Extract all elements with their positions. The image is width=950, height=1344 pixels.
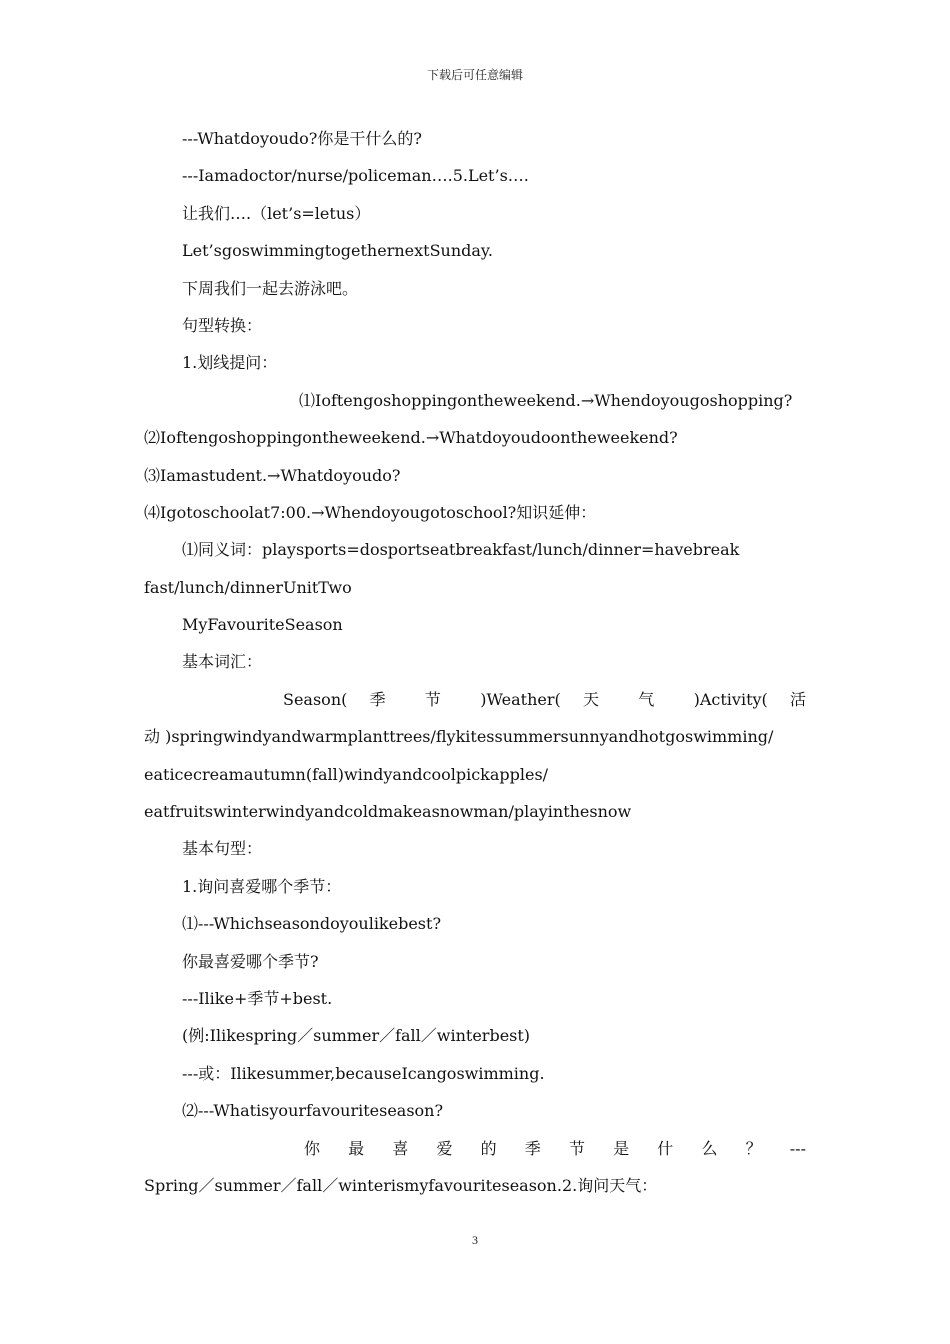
text-line: (例:Ilikespring／summer／fall／winterbest) bbox=[182, 1026, 531, 1046]
page-header: 下载后可任意编辑 bbox=[426, 68, 523, 82]
text-line: MyFavouriteSeason bbox=[182, 615, 343, 635]
text-line: 你 最 喜 爱 的 季 节 是 什 么 ？ --- bbox=[304, 1138, 806, 1158]
document-body bbox=[144, 120, 806, 1204]
text-line: 基本句型： bbox=[182, 839, 263, 859]
text-line: ⑴---Whichseasondoyoulikebest? bbox=[182, 914, 442, 934]
text-line: ---Whatdoyoudo?你是干什么的? bbox=[182, 129, 422, 148]
text-line: 1.询问喜爱哪个季节： bbox=[182, 876, 342, 896]
text-line: ⑴Ioftengoshoppingontheweekend.→Whendoyougoshopping? bbox=[299, 390, 793, 410]
text-line: 1.划线提问： bbox=[182, 353, 278, 373]
text-line: ⑵Ioftengoshoppingontheweekend.→Whatdoyoudoontheweekend? bbox=[144, 428, 678, 448]
text-line: Season( 季 节 )Weather( 天 气 )Activity( 活 bbox=[283, 689, 806, 709]
text-line: ---或：Ilikesummer,becauseIcangoswimming. bbox=[182, 1063, 545, 1083]
text-line: 下周我们一起去游泳吧。 bbox=[182, 278, 359, 298]
text-line: ⑵---Whatisyourfavouriteseason? bbox=[182, 1101, 444, 1121]
text-line: 动 )springwindyandwarmplanttrees/flykitessummersunnyandhotgoswimming/ bbox=[144, 727, 774, 747]
text-line: 基本词汇： bbox=[182, 652, 263, 672]
text-line: ⑶Iamastudent.→Whatdoyoudo? bbox=[144, 465, 401, 485]
text-line: 句型转换： bbox=[182, 315, 263, 335]
text-line: Let’sgoswimmingtogethernextSunday. bbox=[182, 241, 493, 261]
text-line: ---Ilike+季节+best. bbox=[182, 988, 333, 1008]
text-line: 你最喜爱哪个季节? bbox=[182, 951, 319, 971]
text-line: Spring／summer／fall／winterismyfavouriteseason.2.询问天气： bbox=[144, 1175, 658, 1195]
text-line: fast/lunch/dinnerUnitTwo bbox=[144, 577, 352, 597]
text-line: ⑴同义词：playsports=dosportseatbreakfast/lunch/dinner=havebreak bbox=[182, 540, 740, 560]
page-number: 3 bbox=[472, 1233, 478, 1247]
text-line: 让我们….（let’s=letus） bbox=[182, 203, 371, 223]
text-line: ⑷Igotoschoolat7:00.→Whendoyougotoschool?知识延伸： bbox=[144, 502, 597, 522]
text-line: eatfruitswinterwindyandcoldmakeasnowman/playinthesnow bbox=[144, 802, 632, 822]
text-line: eaticecreamautumn(fall)windyandcoolpickapples/ bbox=[144, 764, 549, 784]
text-line: ---Iamadoctor/nurse/policeman….5.Let’s…. bbox=[182, 166, 529, 186]
